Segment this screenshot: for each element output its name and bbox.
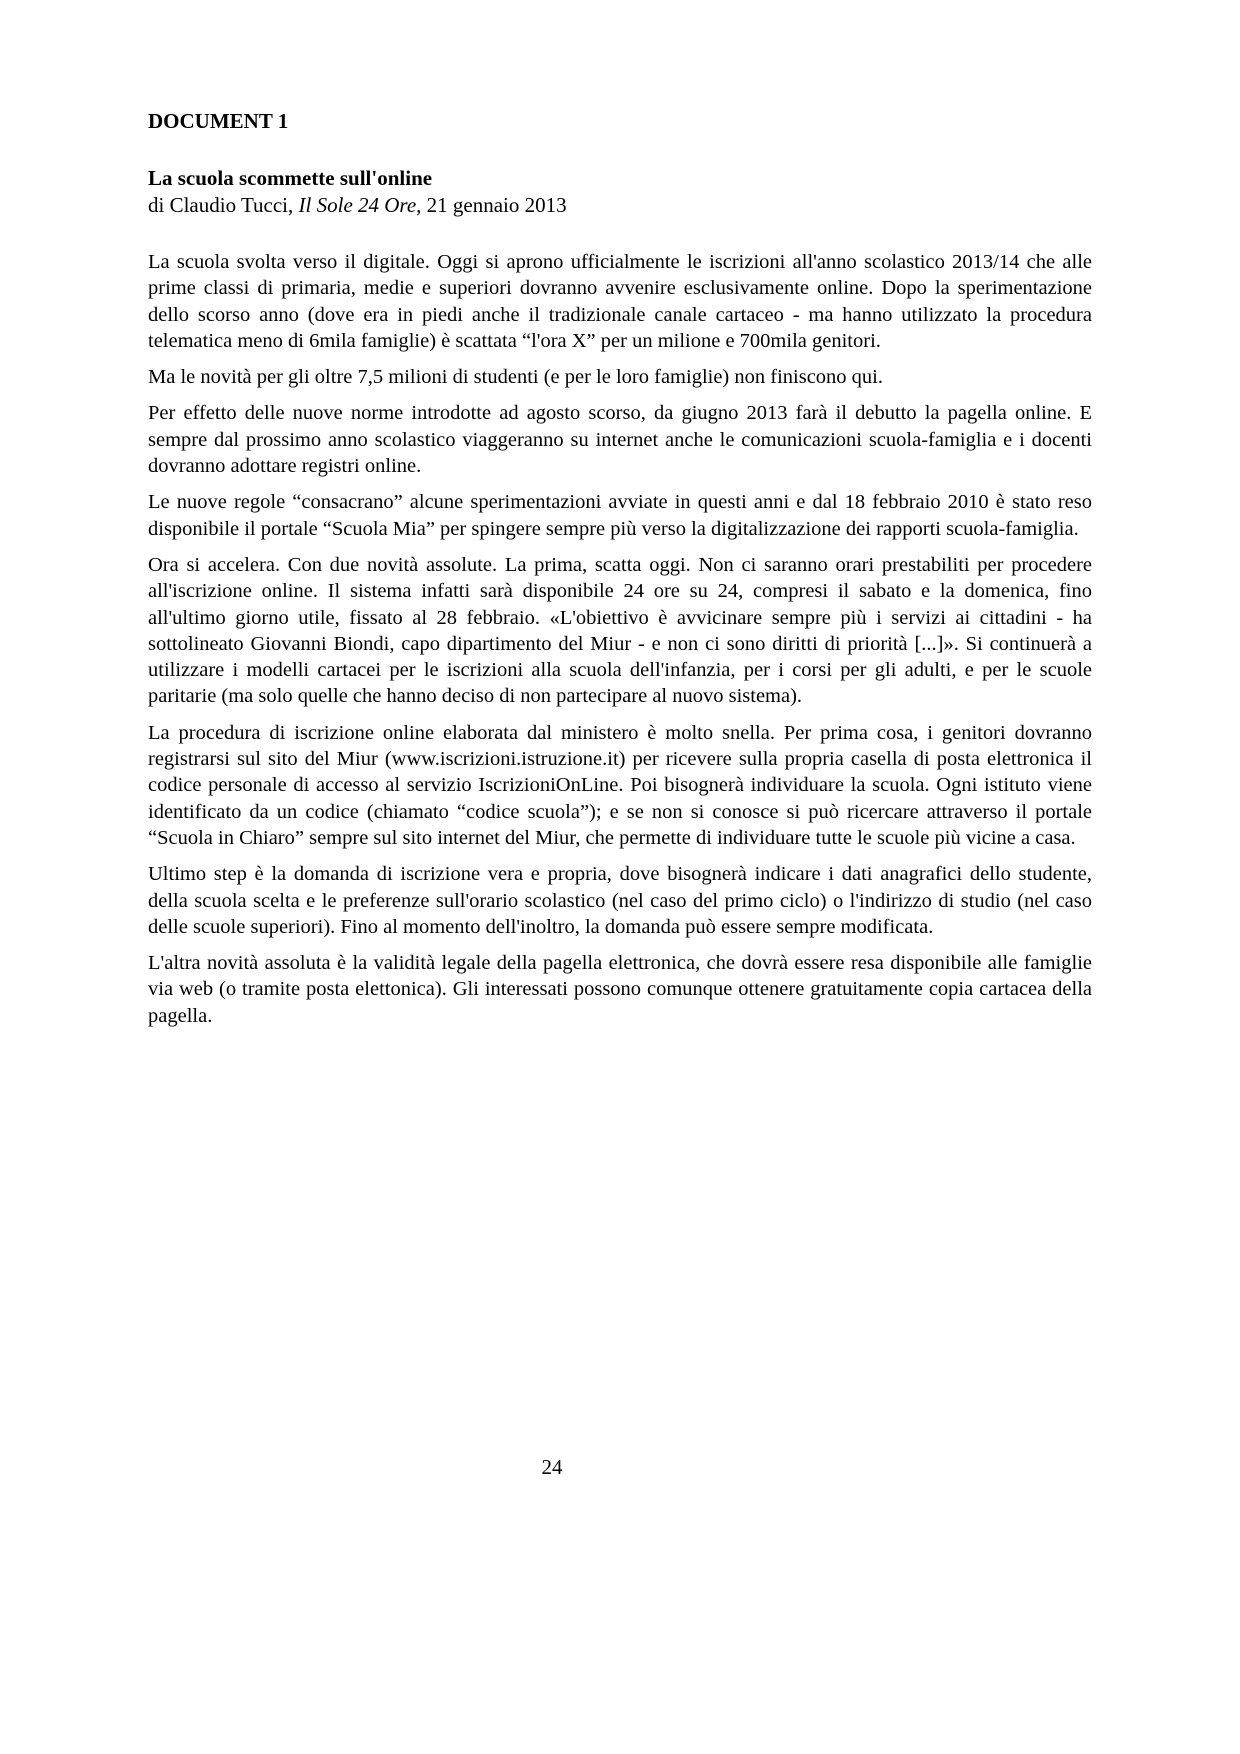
page-number: 24: [541, 1455, 563, 1479]
paragraph: Le nuove regole “consacrano” alcune sperimentazioni avviate in questi anni e dal 18 febbraio 2010 è stato reso disponibile il portale “Scuola Mia” per spingere sempre più verso la digitalizzazione dei rapporti scuola-famiglia.: [148, 491, 1092, 540]
paragraph: Ultimo step è la domanda di iscrizione vera e propria, dove bisognerà indicare i dati anagrafici dello studente, della scuola scelta e le preferenze sull'orario scolastico (nel caso del primo ciclo) o l'indirizzo di studio (nel caso delle scuole superiori). Fino al momento dell'inoltro, la domanda può essere sempre modificata.: [148, 863, 1092, 938]
byline-author: di Claudio Tucci,: [148, 193, 299, 217]
article-title: La scuola scommette sull'online: [148, 166, 433, 190]
byline-source: Il Sole 24 Ore: [298, 193, 417, 217]
byline-date: , 21 gennaio 2013: [416, 193, 567, 217]
document-label: DOCUMENT 1: [148, 109, 289, 133]
document-page: [148, 108, 1092, 1039]
paragraph: La procedura di iscrizione online elaborata dal ministero è molto snella. Per prima cosa, i genitori dovranno registrarsi sul sito del Miur (www.iscrizioni.istruzione.it) per ricevere sulla propria casella di posta elettronica il codice personale di accesso al servizio IscrizioniOnLine. Poi bisognerà individuare la scuola. Ogni istituto viene identificato da un codice (chiamato “codice scuola”); e se non si conosce si può ricercare attraverso il portale “Scuola in Chiaro” sempre sul sito internet del Miur, che permette di individuare tutte le scuole più vicine a casa.: [148, 721, 1092, 849]
article-byline: [148, 192, 1092, 219]
paragraph: Ma le novità per gli oltre 7,5 milioni di studenti (e per le loro famiglie) non finiscono qui.: [148, 366, 883, 389]
paragraph: L'altra novità assoluta è la validità legale della pagella elettronica, che dovrà essere resa disponibile alle famiglie via web (o tramite posta elettonica). Gli interessati possono comunque ottenere gratuitamente copia cartacea della pagella.: [148, 952, 1092, 1027]
paragraph: Ora si accelera. Con due novità assolute. La prima, scatta oggi. Non ci saranno orari prestabiliti per procedere all'iscrizione online. Il sistema infatti sarà disponibile 24 ore su 24, compresi il sabato e la domenica, fino all'ultimo giorno utile, fissato al 28 febbraio. «L'obiettivo è avvicinare sempre più i servizi ai cittadini - ha sottolineato Giovanni Biondi, capo dipartimento del Miur - e non ci sono diritti di priorità [...]». Si continuerà a utilizzare i modelli cartacei per le iscrizioni alla scuola dell'infanzia, per i corsi per gli adulti, e per le scuole paritarie (ma solo quelle che hanno deciso di non partecipare al nuovo sistema).: [148, 553, 1092, 708]
paragraph: La scuola svolta verso il digitale. Oggi si aprono ufficialmente le iscrizioni all'anno scolastico 2013/14 che alle prime classi di primaria, medie e superiori dovranno avvenire esclusivamente online. Dopo la sperimentazione dello scorso anno (dove era in piedi anche il tradizionale canale cartaceo - ma hanno utilizzato la procedura telematica meno di 6mila famiglie) è scattata “l'ora X” per un milione e 700mila genitori.: [148, 251, 1092, 352]
paragraph: Per effetto delle nuove norme introdotte ad agosto scorso, da giugno 2013 farà il debutto la pagella online. E sempre dal prossimo anno scolastico viaggeranno su internet anche le comunicazioni scuola-famiglia e i docenti dovranno adottare registri online.: [148, 402, 1092, 478]
